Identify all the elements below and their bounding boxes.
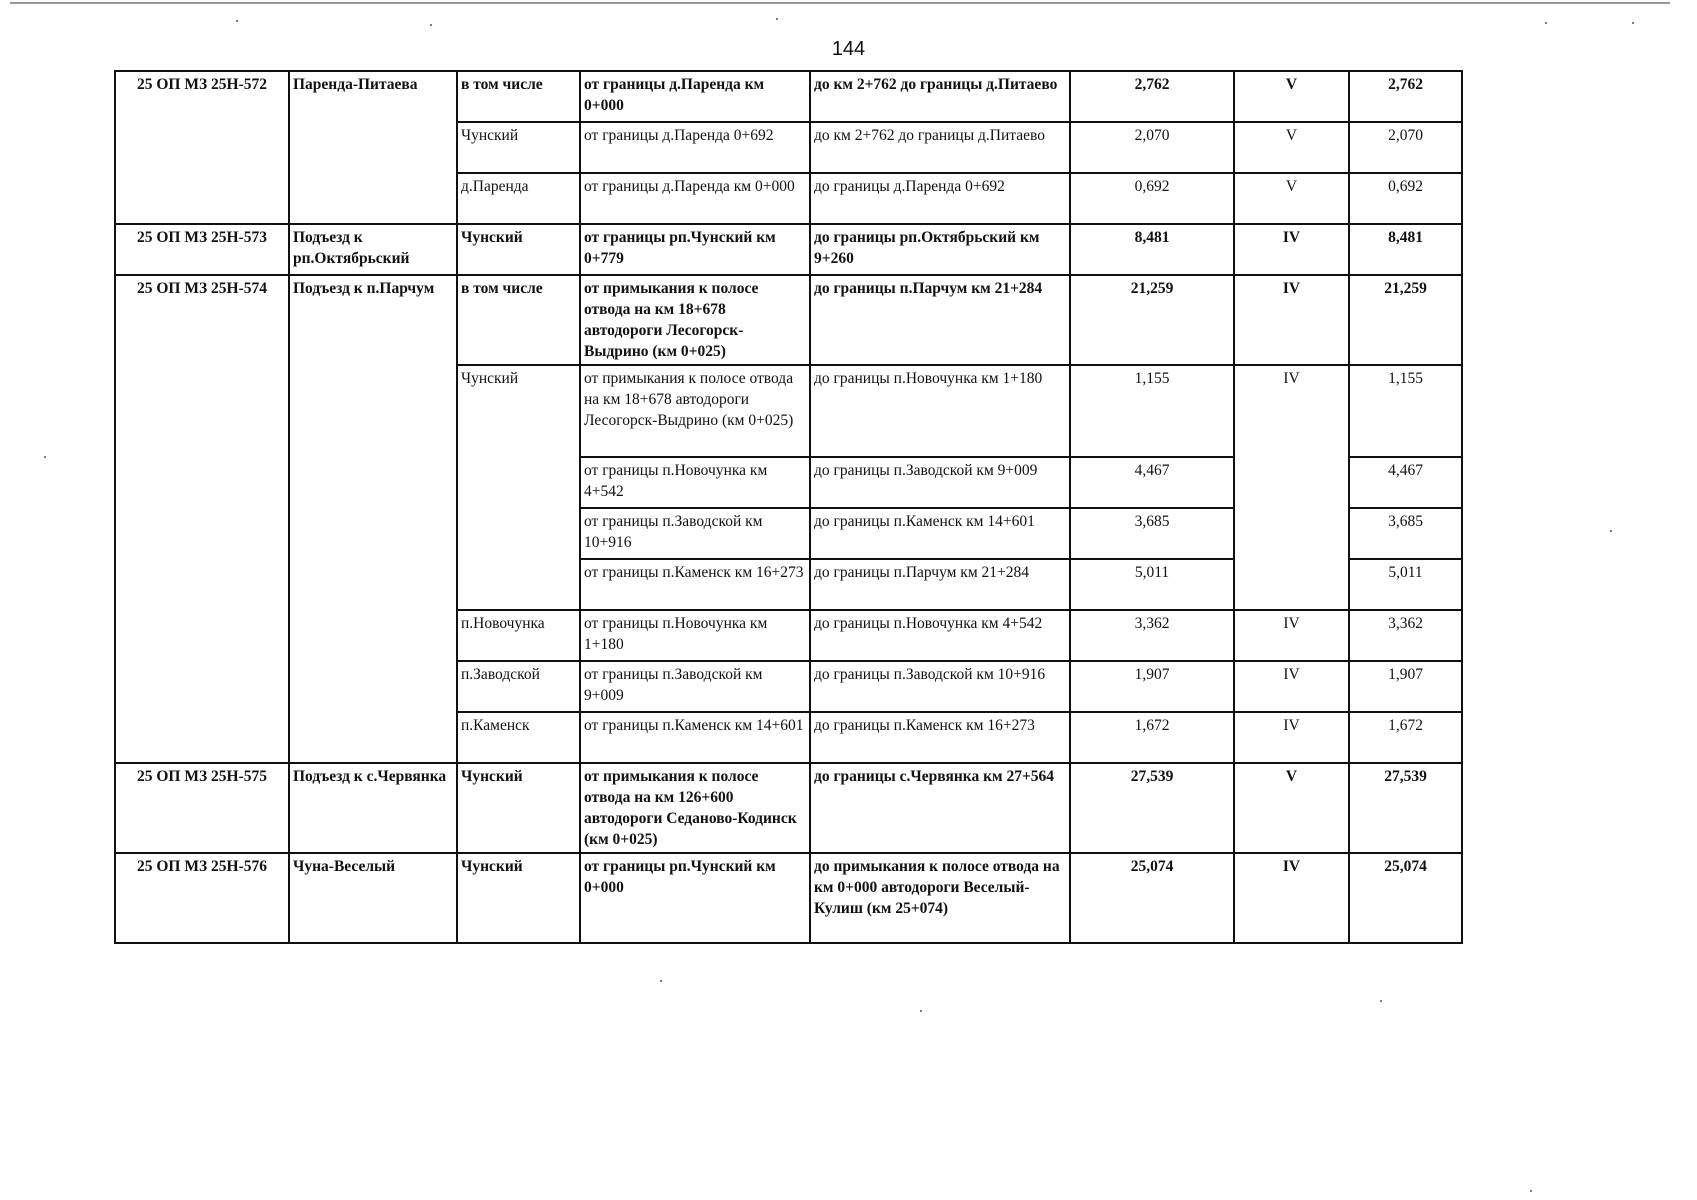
page-number: 144 — [831, 38, 866, 60]
total-cell: 27,539 — [1349, 763, 1462, 853]
scan-speck — [1380, 1000, 1382, 1002]
scan-speck — [44, 456, 46, 458]
road-name-cell: Подъезд к рп.Октябрьский — [289, 224, 457, 275]
length-cell: 27,539 — [1070, 763, 1234, 853]
table-row — [115, 763, 1462, 853]
from-cell: от границы рп.Чунский км 0+000 — [580, 853, 810, 943]
to-cell: до границы п.Каменск км 16+273 — [810, 712, 1070, 763]
to-cell: до границы с.Червянка км 27+564 — [810, 763, 1070, 853]
length-cell: 1,155 — [1070, 365, 1234, 457]
total-cell: 4,467 — [1349, 457, 1462, 508]
district-cell: Чунский — [457, 365, 580, 610]
district-cell: в том числе — [457, 275, 580, 365]
road-name-cell: Подъезд к с.Червянка — [289, 763, 457, 853]
category-cell: IV — [1234, 365, 1349, 610]
category-cell: IV — [1234, 712, 1349, 763]
total-cell: 1,672 — [1349, 712, 1462, 763]
total-cell: 3,685 — [1349, 508, 1462, 559]
district-cell: Чунский — [457, 224, 580, 275]
total-cell: 25,074 — [1349, 853, 1462, 943]
total-cell: 5,011 — [1349, 559, 1462, 610]
to-cell: до границы рп.Октябрьский км 9+260 — [810, 224, 1070, 275]
length-cell: 2,762 — [1070, 71, 1234, 122]
scan-speck — [430, 24, 432, 26]
from-cell: от границы п.Заводской км 9+009 — [580, 661, 810, 712]
length-cell: 1,672 — [1070, 712, 1234, 763]
table-row — [115, 275, 1462, 365]
category-cell: IV — [1234, 275, 1349, 365]
district-cell: д.Паренда — [457, 173, 580, 224]
to-cell: до границы п.Парчум км 21+284 — [810, 275, 1070, 365]
district-cell: п.Новочунка — [457, 610, 580, 661]
length-cell: 5,011 — [1070, 559, 1234, 610]
length-cell: 2,070 — [1070, 122, 1234, 173]
district-cell: в том числе — [457, 71, 580, 122]
table-row — [115, 224, 1462, 275]
scan-speck — [236, 20, 238, 22]
district-cell: Чунский — [457, 763, 580, 853]
total-cell: 1,907 — [1349, 661, 1462, 712]
road-name-cell: Подъезд к п.Парчум — [289, 275, 457, 763]
road-code-cell: 25 ОП МЗ 25Н-572 — [115, 71, 289, 224]
length-cell: 3,362 — [1070, 610, 1234, 661]
total-cell: 8,481 — [1349, 224, 1462, 275]
scan-speck — [920, 1010, 922, 1012]
scan-speck — [776, 18, 778, 20]
district-cell: Чунский — [457, 853, 580, 943]
scan-speck — [1610, 530, 1612, 532]
roads-table — [114, 70, 1463, 944]
length-cell: 21,259 — [1070, 275, 1234, 365]
category-cell: IV — [1234, 661, 1349, 712]
total-cell: 1,155 — [1349, 365, 1462, 457]
category-cell: V — [1234, 71, 1349, 122]
road-code-cell: 25 ОП МЗ 25Н-575 — [115, 763, 289, 853]
table-row — [115, 71, 1462, 122]
to-cell: до границы п.Новочунка км 1+180 — [810, 365, 1070, 457]
to-cell: до границы п.Парчум км 21+284 — [810, 559, 1070, 610]
district-cell: Чунский — [457, 122, 580, 173]
road-code-cell: 25 ОП МЗ 25Н-574 — [115, 275, 289, 763]
from-cell: от примыкания к полосе отвода на км 126+600 автодороги Седаново-Кодинск (км 0+025) — [580, 763, 810, 853]
length-cell: 4,467 — [1070, 457, 1234, 508]
category-cell: IV — [1234, 224, 1349, 275]
road-code-cell: 25 ОП МЗ 25Н-573 — [115, 224, 289, 275]
from-cell: от границы п.Каменск км 16+273 — [580, 559, 810, 610]
road-name-cell: Паренда-Питаева — [289, 71, 457, 224]
scan-speck — [1530, 1190, 1532, 1192]
from-cell: от примыкания к полосе отвода на км 18+678 автодороги Лесогорск-Выдрино (км 0+025) — [580, 365, 810, 457]
to-cell: до границы п.Заводской км 10+916 — [810, 661, 1070, 712]
length-cell: 0,692 — [1070, 173, 1234, 224]
road-code-cell: 25 ОП МЗ 25Н-576 — [115, 853, 289, 943]
total-cell: 0,692 — [1349, 173, 1462, 224]
from-cell: от границы п.Новочунка км 1+180 — [580, 610, 810, 661]
length-cell: 1,907 — [1070, 661, 1234, 712]
from-cell: от границы п.Каменск км 14+601 — [580, 712, 810, 763]
from-cell: от границы п.Новочунка км 4+542 — [580, 457, 810, 508]
district-cell: п.Заводской — [457, 661, 580, 712]
length-cell: 3,685 — [1070, 508, 1234, 559]
from-cell: от границы д.Паренда км 0+000 — [580, 71, 810, 122]
to-cell: до примыкания к полосе отвода на км 0+000 автодороги Веселый-Кулиш (км 25+074) — [810, 853, 1070, 943]
to-cell: до границы п.Заводской км 9+009 — [810, 457, 1070, 508]
to-cell: до границы д.Паренда 0+692 — [810, 173, 1070, 224]
total-cell: 2,762 — [1349, 71, 1462, 122]
length-cell: 25,074 — [1070, 853, 1234, 943]
road-name-cell: Чуна-Веселый — [289, 853, 457, 943]
category-cell: V — [1234, 122, 1349, 173]
total-cell: 3,362 — [1349, 610, 1462, 661]
category-cell: IV — [1234, 610, 1349, 661]
scan-speck — [660, 980, 662, 982]
total-cell: 21,259 — [1349, 275, 1462, 365]
length-cell: 8,481 — [1070, 224, 1234, 275]
to-cell: до км 2+762 до границы д.Питаево — [810, 122, 1070, 173]
total-cell: 2,070 — [1349, 122, 1462, 173]
to-cell: до границы п.Новочунка км 4+542 — [810, 610, 1070, 661]
table-row — [115, 853, 1462, 943]
district-cell: п.Каменск — [457, 712, 580, 763]
from-cell: от примыкания к полосе отвода на км 18+678 автодороги Лесогорск-Выдрино (км 0+025) — [580, 275, 810, 365]
to-cell: до границы п.Каменск км 14+601 — [810, 508, 1070, 559]
scan-speck — [1632, 22, 1634, 24]
category-cell: V — [1234, 173, 1349, 224]
scan-speck — [1545, 22, 1547, 24]
category-cell: V — [1234, 763, 1349, 853]
scan-top-edge-line — [10, 2, 1670, 4]
to-cell: до км 2+762 до границы д.Питаево — [810, 71, 1070, 122]
from-cell: от границы п.Заводской км 10+916 — [580, 508, 810, 559]
from-cell: от границы рп.Чунский км 0+779 — [580, 224, 810, 275]
from-cell: от границы д.Паренда 0+692 — [580, 122, 810, 173]
from-cell: от границы д.Паренда км 0+000 — [580, 173, 810, 224]
category-cell: IV — [1234, 853, 1349, 943]
